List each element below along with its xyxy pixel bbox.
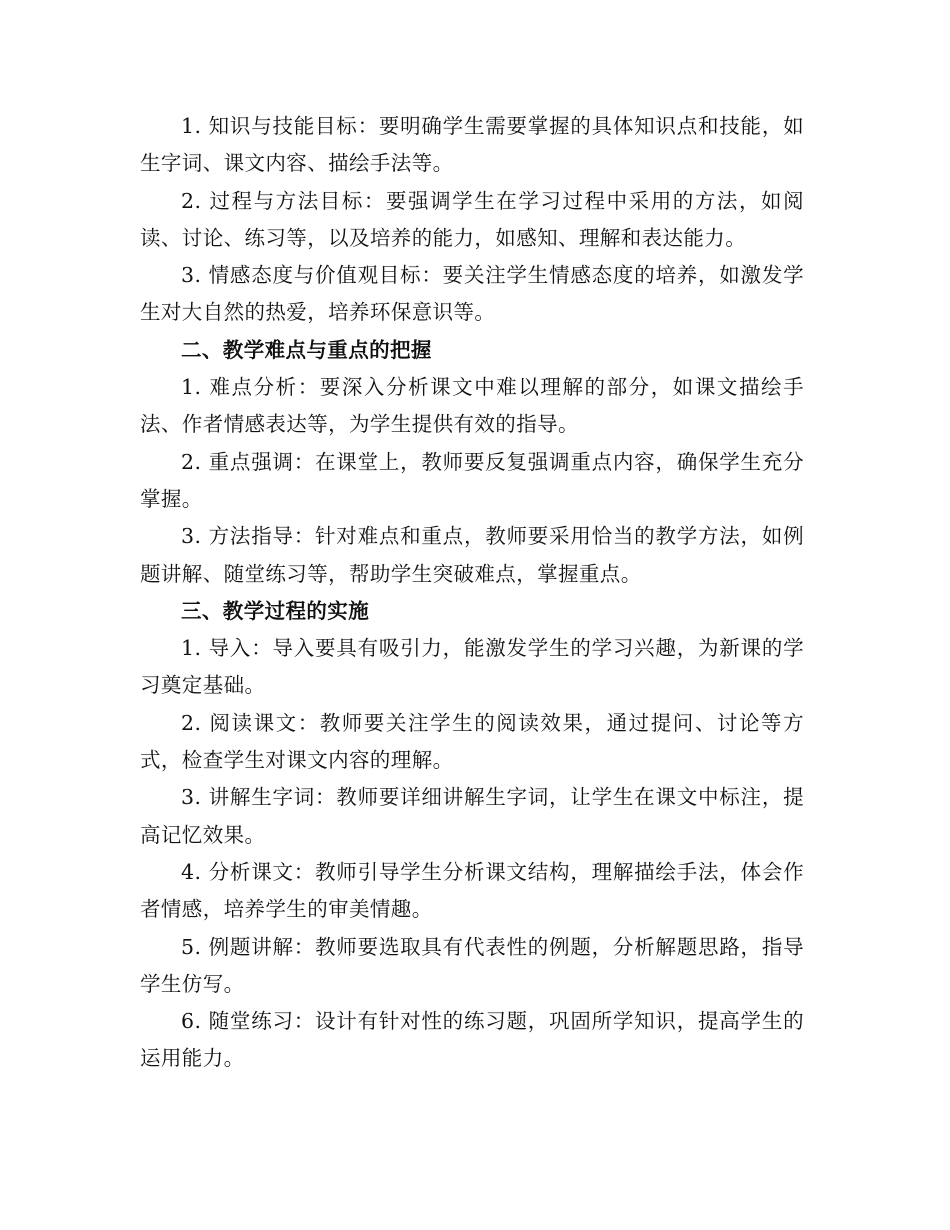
paragraph-method-guidance: 3. 方法指导：针对难点和重点，教师要采用恰当的教学方法，如例题讲解、随堂练习等，帮助学生突破难点，掌握重点。 — [140, 524, 804, 586]
paragraph-vocabulary: 3. 讲解生字词：教师要详细讲解生字词，让学生在课文中标注，提高记忆效果。 — [140, 785, 804, 847]
paragraph-reading-text: 2. 阅读课文：教师要关注学生的阅读效果，通过提问、讨论等方式，检查学生对课文内容的理解。 — [140, 710, 804, 773]
paragraph-emotion-value-goal: 3. 情感态度与价值观目标：要关注学生情感态度的培养，如激发学生对大自然的热爱，培养环保意识等。 — [140, 263, 804, 325]
paragraph-introduction: 1. 导入：导入要具有吸引力，能激发学生的学习兴趣，为新课的学习奠定基础。 — [140, 636, 804, 698]
section-heading-difficulty-focus: 二、教学难点与重点的把握 — [181, 337, 432, 362]
paragraph-difficulty-analysis: 1. 难点分析：要深入分析课文中难以理解的部分，如课文描绘手法、作者情感表达等，为学生提供有效的指导。 — [140, 375, 804, 437]
section-heading-teaching-process: 三、教学过程的实施 — [181, 598, 370, 623]
document-page — [140, 108, 804, 1078]
paragraph-knowledge-skill-goal: 1. 知识与技能目标：要明确学生需要掌握的具体知识点和技能，如生字词、课文内容、描绘手法等。 — [140, 114, 804, 176]
paragraph-process-method-goal: 2. 过程与方法目标：要强调学生在学习过程中采用的方法，如阅读、讨论、练习等，以及培养的能力，如感知、理解和表达能力。 — [140, 188, 804, 250]
paragraph-text-analysis: 4. 分析课文：教师引导学生分析课文结构，理解描绘手法，体会作者情感，培养学生的审美情趣。 — [140, 859, 804, 922]
paragraph-focus-emphasis: 2. 重点强调：在课堂上，教师要反复强调重点内容，确保学生充分掌握。 — [140, 449, 804, 511]
paragraph-classroom-practice: 6. 随堂练习：设计有针对性的练习题，巩固所学知识，提高学生的运用能力。 — [140, 1009, 804, 1071]
paragraph-example-explanation: 5. 例题讲解：教师要选取具有代表性的例题，分析解题思路，指导学生仿写。 — [140, 934, 804, 996]
